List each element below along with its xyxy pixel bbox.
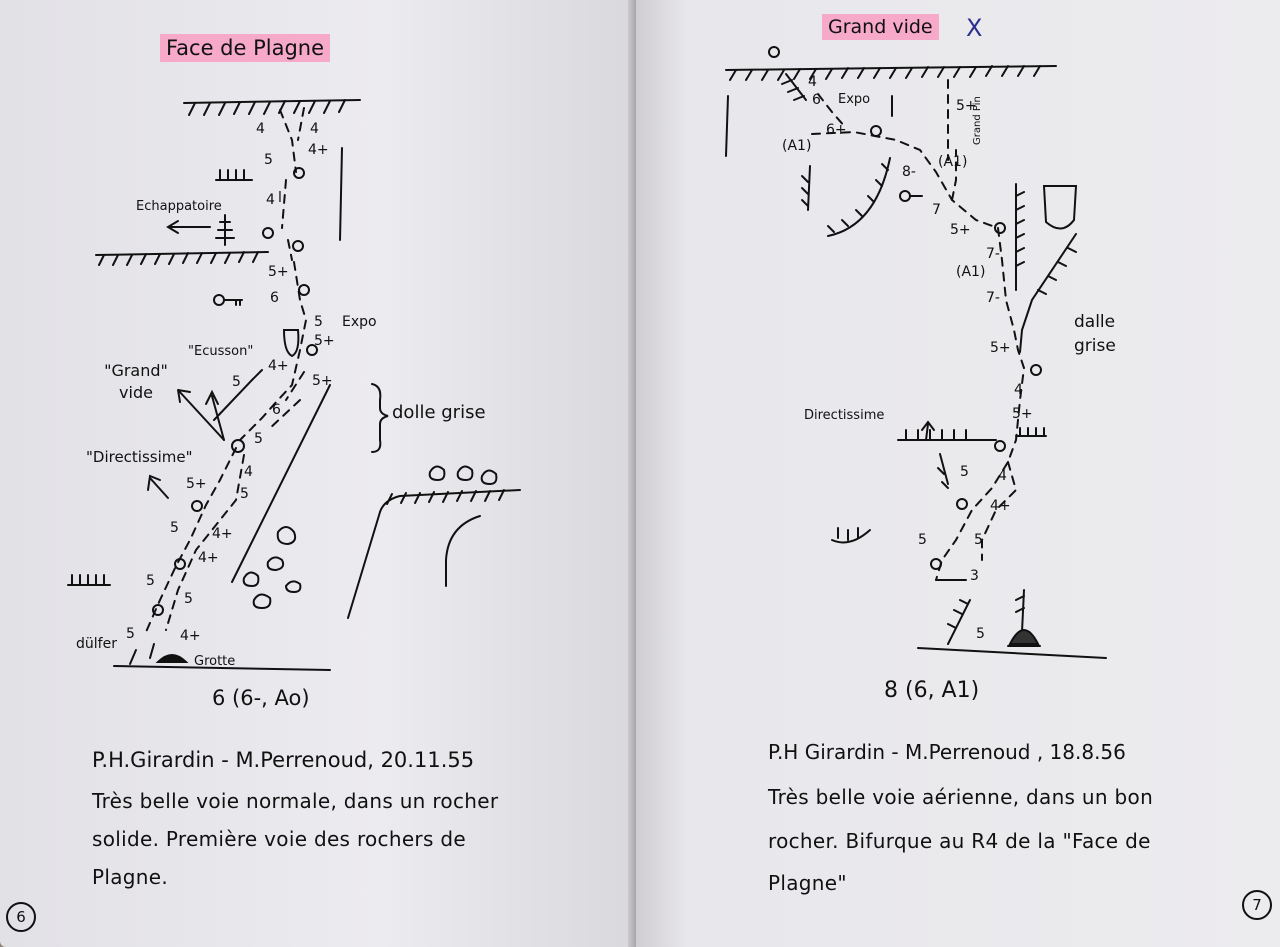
label-directissime: Directissime [804, 408, 885, 423]
svg-text:7-: 7- [986, 290, 1000, 306]
grotte-icon [158, 655, 186, 662]
svg-text:4+: 4+ [990, 498, 1011, 514]
svg-text:(A1): (A1) [782, 138, 812, 154]
svg-text:7: 7 [932, 202, 941, 218]
svg-text:4+: 4+ [212, 526, 233, 542]
svg-text:4: 4 [998, 468, 1007, 484]
svg-text:4: 4 [266, 192, 275, 208]
svg-text:5+: 5+ [186, 476, 207, 492]
svg-text:6: 6 [272, 402, 281, 418]
label-dalle-grise: dalle grise [1074, 312, 1116, 356]
tree-icon [216, 215, 234, 245]
svg-text:4+: 4+ [180, 628, 201, 644]
page-number-left: 6 [6, 902, 36, 932]
key-icon [214, 295, 242, 305]
label-expo: Expo [838, 92, 871, 107]
svg-text:4+: 4+ [308, 142, 329, 158]
svg-text:4+: 4+ [198, 550, 219, 566]
svg-text:5: 5 [146, 573, 155, 589]
label-dolle-grise: dolle grise [392, 402, 486, 423]
label-grotte: Grotte [194, 654, 236, 669]
svg-text:5+: 5+ [950, 222, 971, 238]
dalle-grise-brace [372, 384, 388, 452]
route-description-line-3: Plagne. [92, 865, 169, 889]
route-description-line-3: Plagne" [768, 871, 847, 895]
svg-text:(A1): (A1) [938, 154, 968, 170]
svg-text:5: 5 [264, 152, 273, 168]
page-number-right: 7 [1242, 890, 1272, 920]
svg-text:5: 5 [240, 486, 249, 502]
svg-text:6: 6 [812, 92, 821, 108]
cave-icon [1010, 630, 1038, 644]
svg-text:5: 5 [960, 464, 969, 480]
ecusson-shield-icon [284, 330, 298, 356]
svg-text:5+: 5+ [1012, 406, 1033, 422]
svg-text:5+: 5+ [314, 333, 335, 349]
right-page [636, 0, 1280, 947]
svg-text:5: 5 [976, 626, 985, 642]
route-description-line-2: solide. Première voie des rochers de [92, 827, 466, 851]
svg-text:5: 5 [254, 431, 263, 447]
left-page [0, 0, 636, 947]
svg-text:Grand Pin: Grand Pin [972, 96, 983, 145]
route-mark-x: X [966, 14, 983, 42]
svg-text:6+: 6+ [826, 122, 847, 138]
label-expo: Expo [342, 314, 377, 330]
first-ascent-authors: P.H Girardin - M.Perrenoud , 18.8.56 [768, 740, 1126, 764]
svg-text:5: 5 [170, 520, 179, 536]
label-grand-vide: "Grand" vide [104, 361, 168, 402]
svg-text:6: 6 [270, 290, 279, 306]
svg-text:5+: 5+ [956, 98, 977, 114]
svg-text:(A1): (A1) [956, 264, 986, 280]
route-title-face-de-plagne: Face de Plagne [160, 34, 330, 62]
svg-text:4: 4 [1014, 382, 1023, 398]
svg-text:5+: 5+ [312, 373, 333, 389]
label-ecusson: "Ecusson" [188, 344, 254, 359]
label-dulfer: dülfer [76, 636, 117, 652]
svg-text:4: 4 [808, 74, 817, 90]
route-description-line-2: rocher. Bifurque au R4 de la "Face de [768, 829, 1151, 853]
svg-text:4: 4 [310, 121, 319, 137]
svg-text:4+: 4+ [268, 358, 289, 374]
svg-text:4: 4 [256, 121, 265, 137]
svg-text:5: 5 [126, 626, 135, 642]
svg-text:5+: 5+ [990, 340, 1011, 356]
svg-text:5: 5 [974, 532, 983, 548]
svg-text:5: 5 [918, 532, 927, 548]
svg-text:l: l [278, 190, 282, 206]
svg-text:5+: 5+ [268, 264, 289, 280]
svg-text:5: 5 [232, 374, 241, 390]
echappatoire-arrow [168, 221, 210, 233]
label-echappatoire: Echappatoire [136, 199, 222, 214]
route-description-line-1: Très belle voie normale, dans un rocher [92, 789, 499, 813]
route-grade: 8 (6, A1) [884, 678, 980, 703]
first-ascent-authors: P.H.Girardin - M.Perrenoud, 20.11.55 [92, 748, 475, 772]
route-grade: 6 (6-, Ao) [212, 686, 310, 710]
label-directissime: "Directissime" [86, 448, 193, 466]
svg-text:5: 5 [184, 591, 193, 607]
svg-text:8-: 8- [902, 164, 916, 180]
shield-icon [1044, 186, 1076, 229]
svg-text:3: 3 [970, 568, 979, 584]
route-description-line-1: Très belle voie aérienne, dans un bon [768, 785, 1154, 809]
svg-text:5: 5 [314, 314, 323, 330]
ground-line [918, 648, 1106, 658]
route-title-grand-vide: Grand vide [822, 14, 939, 40]
svg-text:7-: 7- [986, 246, 1000, 262]
svg-text:4: 4 [244, 464, 253, 480]
key-icon [900, 191, 922, 201]
